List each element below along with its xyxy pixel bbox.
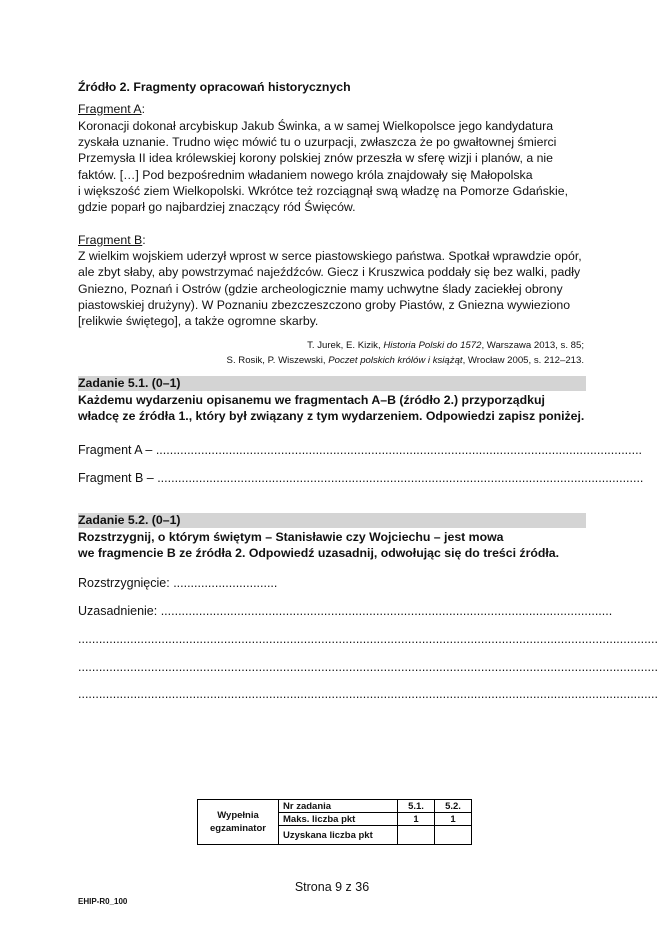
justification-answer-line[interactable]: ....................................................................................................................................................................... [78, 660, 658, 674]
fragment-a-answer-label: Fragment A – [78, 443, 156, 457]
examiner-label-line: egzaminator [210, 823, 266, 834]
max-points-cell: 1 [398, 813, 435, 826]
fragment-a-line: i większość ziem Wielkopolski. Wkrótce też rozciągnął swą władzę na Pomorze Gdańskie, [78, 184, 569, 198]
citation-details: , Wrocław 2005, s. 212–213. [462, 355, 584, 366]
fragment-b-answer-field[interactable]: Fragment B – ............................................................................................................................................ [78, 471, 644, 485]
citation-author: S. Rosik, P. Wiszewski, [226, 355, 329, 366]
task-number-label: Nr zadania [279, 800, 398, 813]
citation [307, 339, 584, 352]
citation-title: Historia Polski do 1572 [383, 340, 482, 351]
examiner-label-line: Wypełnia [217, 810, 259, 821]
justification-label: Uzasadnienie: [78, 604, 161, 618]
justification-answer-line[interactable]: ....................................................................................................................................................................... [78, 687, 658, 701]
fragment-a-line: Przemysła II idea królewskiej korony polskiej znów przeszła w sferę wizji i planów, a nie [78, 151, 553, 165]
fragment-a-answer-field[interactable]: Fragment A – ............................................................................................................................................ [78, 443, 643, 457]
obtained-points-cell[interactable] [435, 826, 472, 845]
task-51-prompt: władcę ze źródła 1., który był związany z tym wydarzeniem. Odpowiedzi zapisz poniżej. [78, 409, 585, 423]
page-number: Strona 9 z 36 [294, 880, 370, 894]
justification-answer-line[interactable]: ....................................................................................................................................................................... [78, 632, 658, 646]
fragment-b-label: Fragment B [78, 233, 143, 247]
resolution-label: Rozstrzygnięcie: [78, 576, 174, 590]
fragment-a-line: Koronacji dokonał arcybiskup Jakub Świnka, a w samej Wielkopolsce jego kandydatura [78, 119, 554, 133]
fragment-a-line: faktów. […] Pod bezpośrednim władaniem nowego króla znajdowały się Małopolska [78, 168, 533, 182]
task-51-prompt: Każdemu wydarzeniu opisanemu we fragmentach A–B (źródło 2.) przyporządkuj [78, 393, 545, 407]
exam-code: EHIP-R0_100 [78, 897, 128, 906]
max-points-label: Maks. liczba pkt [279, 813, 398, 826]
citation-title: Poczet polskich królów i książąt [328, 355, 463, 366]
task-number-cell: 5.1. [398, 800, 435, 813]
task-52-prompt: we fragmencie B ze źródła 2. Odpowiedź uzasadnij, odwołując się do treści źródła. [78, 546, 560, 560]
task-52-header: Zadanie 5.2. (0–1) [78, 513, 586, 528]
resolution-answer-field[interactable]: Rozstrzygnięcie: .............................. [78, 576, 278, 590]
source-title: Źródło 2. Fragmenty opracowań historycznych [78, 80, 351, 94]
justification-answer-field[interactable]: Uzasadnienie: .................................................................................................................................. [78, 604, 613, 618]
citation-author: T. Jurek, E. Kizik, [307, 340, 384, 351]
fragment-b-line: Gniezno, Poznań i Ostrów (gdzie archeologicznie mamy uchwytne ślady zaciekłej obrony [78, 282, 563, 296]
examiner-score-table [197, 799, 472, 845]
fragment-a-label: Fragment A [78, 102, 142, 116]
citation [227, 354, 584, 367]
task-51-header: Zadanie 5.1. (0–1) [78, 376, 586, 391]
fragment-b-line: piastowskiej drużyny). W Poznaniu zbezczeszczono groby Piastów, z Gniezna wywieziono [78, 298, 571, 312]
fragment-b-line: ale zbyt słaby, aby powstrzymać najeźdźców. Giecz i Kruszwica poddały się bez walki, padły [78, 265, 581, 279]
fragment-b-answer-label: Fragment B – [78, 471, 158, 485]
obtained-points-label: Uzyskana liczba pkt [279, 826, 398, 845]
fragment-a-heading: Fragment A: [78, 102, 145, 116]
task-number-cell: 5.2. [435, 800, 472, 813]
examiner-label [198, 800, 279, 845]
obtained-points-cell[interactable] [398, 826, 435, 845]
fragment-a-line: gdzie poparł go najbardziej znaczący ród Święców. [78, 200, 356, 214]
citation-details: , Warszawa 2013, s. 85; [481, 340, 584, 351]
fragment-b-line: [relikwie świętego], a także ogromne skarby. [78, 314, 319, 328]
fragment-b-heading: Fragment B: [78, 233, 146, 247]
fragment-b-line: Z wielkim wojskiem uderzył wprost w serce piastowskiego państwa. Spotkał wprawdzie opór, [78, 249, 582, 263]
fragment-a-line: zyskała uznanie. Trudno więc mówić tu o uzurpacji, zwłaszcza że po gwałtownej śmierci [78, 135, 557, 149]
max-points-cell: 1 [435, 813, 472, 826]
task-52-prompt: Rozstrzygnij, o którym świętym – Stanisławie czy Wojciechu – jest mowa [78, 530, 504, 544]
